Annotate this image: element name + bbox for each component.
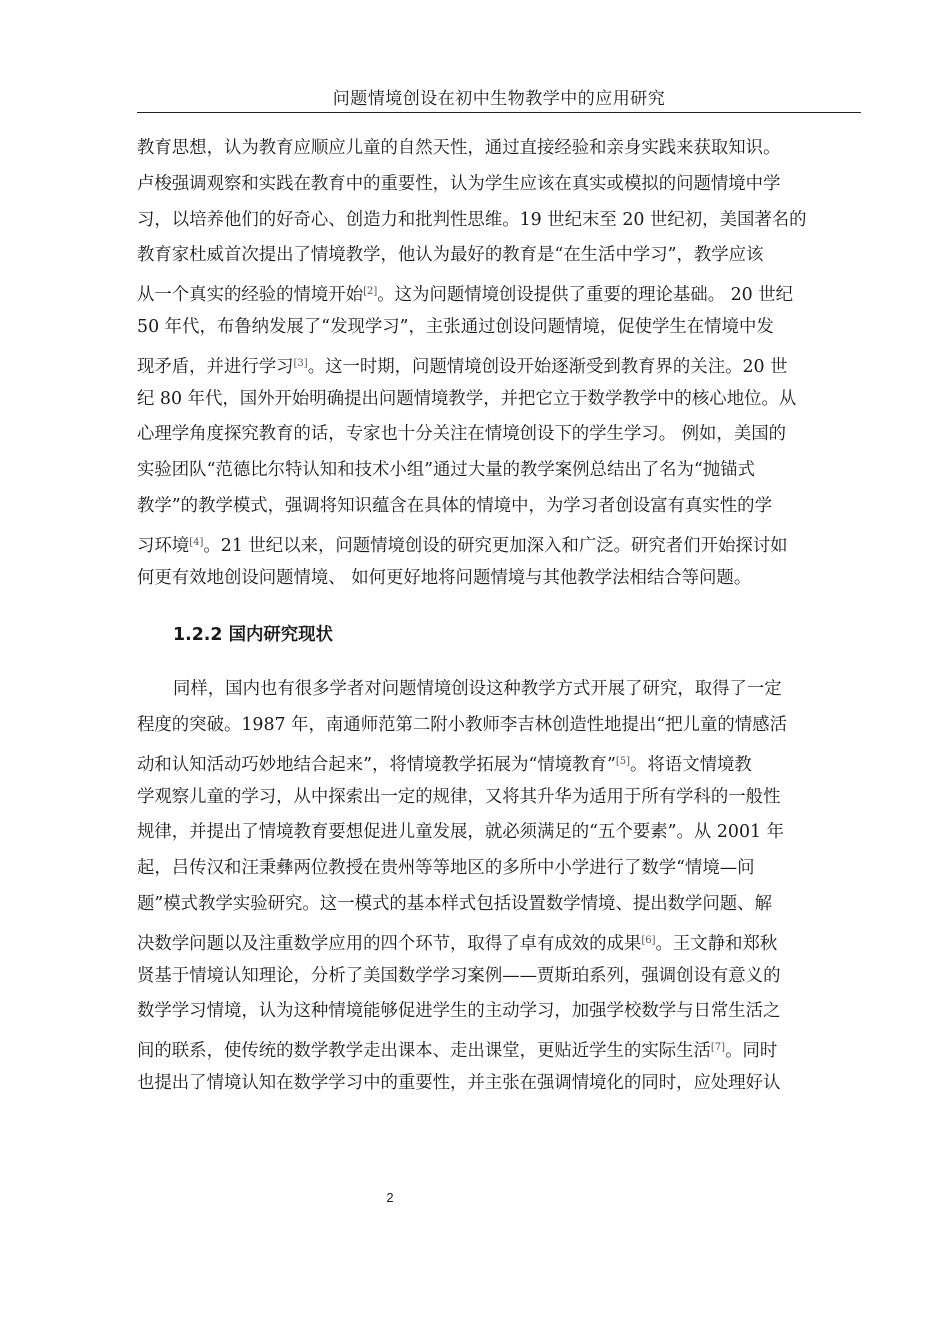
text-line: 教学”的教学模式，强调将知识蕴含在具体的情境中，为学习者创设富有真实性的学 [137,495,772,516]
text-line [137,274,857,310]
text-segment: 。同时 [725,1041,778,1062]
text-line [137,744,857,780]
text-segment: 动和认知活动巧妙地结合起来”，将情境教学拓展为“情境教育” [137,754,616,775]
text-segment: 现矛盾，并进行学习 [137,356,294,377]
text-line: 规律，并提出了情境教育要想促进儿童发展，就必须满足的“五个要素”。从 2001 年 [137,822,784,843]
page-number: 2 [386,1190,394,1205]
text-segment: 间的联系，使传统的数学教学走出课本、走出课堂，更贴近学生的实际生活 [137,1041,711,1062]
text-segment: 。这一时期，问题情境创设开始逐渐受到教育界的关注。20 世 [307,356,788,377]
text-segment: 从一个真实的经验的情境开始 [137,285,364,306]
paragraph-domestic-research [137,672,857,1102]
text-line: 同样，国内也有很多学者对问题情境创设这种教学方式开展了研究，取得了一定 [173,679,782,700]
citation-ref: [6] [641,934,656,946]
text-line: 心理学角度探究教育的话，专家也十分关注在情境创设下的学生学习。 例如，美国的 [137,424,786,445]
citation-ref: [4] [189,536,204,548]
text-line: 题”模式教学实验研究。这一模式的基本样式包括设置数学情境、提出数学问题、解 [137,893,772,914]
page-header [137,86,861,113]
paragraph-foreign-research [137,131,857,596]
text-line: 程度的突破。1987 年，南通师范第二附小教师李吉林创造性地提出“把儿童的情感活 [137,714,787,735]
section-heading: 1.2.2 国内研究现状 [173,625,333,646]
text-line [137,525,857,561]
text-line [137,346,857,382]
text-line: 起，吕传汉和汪秉彝两位教授在贵州等等地区的多所中小学进行了数学“情境—问 [137,858,755,879]
text-segment: 。这为问题情境创设提供了重要的理论基础。 20 世纪 [377,285,794,306]
text-line: 学观察儿童的学习，从中探索出一定的规律，又将其升华为适用于所有学科的一般性 [137,786,781,807]
text-line: 实验团队“范德比尔特认知和技术小组”通过大量的教学案例总结出了名为“抛锚式 [137,460,755,481]
text-line: 纪 80 年代，国外开始明确提出问题情境教学，并把它立于数学教学中的核心地位。从 [137,388,797,409]
text-segment: 决数学问题以及注重数学应用的四个环节，取得了卓有成效的成果 [137,933,642,954]
text-line: 教育思想，认为教育应顺应儿童的自然天性，通过直接经验和亲身实践来获取知识。 [137,138,781,158]
text-segment: 。将语文情境教 [630,754,752,775]
text-segment: 。21 世纪以来，问题情境创设的研究更加深入和广泛。研究者们开始探讨如 [203,535,788,556]
document-body [137,131,857,1102]
text-segment: 习环境 [137,535,190,556]
citation-ref: [7] [710,1042,726,1054]
text-line: 教育家杜威首次提出了情境教学，他认为最好的教育是“在生活中学习”，教学应该 [137,245,764,266]
text-line: 也提出了情境认知在数学学习中的重要性，并主张在强调情境化的同时，应处理好认 [137,1072,781,1093]
text-line [137,1030,857,1066]
citation-ref: [3] [293,357,308,369]
text-line: 何更有效地创设问题情境、 如何更好地将问题情境与其他教学法相结合等问题。 [137,567,752,588]
citation-ref: [2] [363,286,378,298]
text-line: 习，以培养他们的好奇心、创造力和批判性思维。19 世纪末至 20 世纪初，美国著名的 [137,209,807,230]
text-line: 50 年代，布鲁纳发展了“发现学习”，主张通过创设问题情境，促使学生在情境中发 [137,316,774,337]
header-title: 问题情境创设在初中生物教学中的应用研究 [332,89,666,109]
text-line: 数学学习情境，认为这种情境能够促进学生的主动学习，加强学校数学与日常生活之 [137,1001,781,1022]
text-line: 卢梭强调观察和实践在教育中的重要性，认为学生应该在真实或模拟的问题情境中学 [137,173,781,194]
citation-ref: [5] [615,755,631,767]
text-segment: 。王文静和郑秋 [655,933,778,954]
text-line: 贤基于情境认知理论，分析了美国数学学习案例——贾斯珀系列，强调创设有意义的 [137,965,781,986]
text-line [137,923,857,959]
